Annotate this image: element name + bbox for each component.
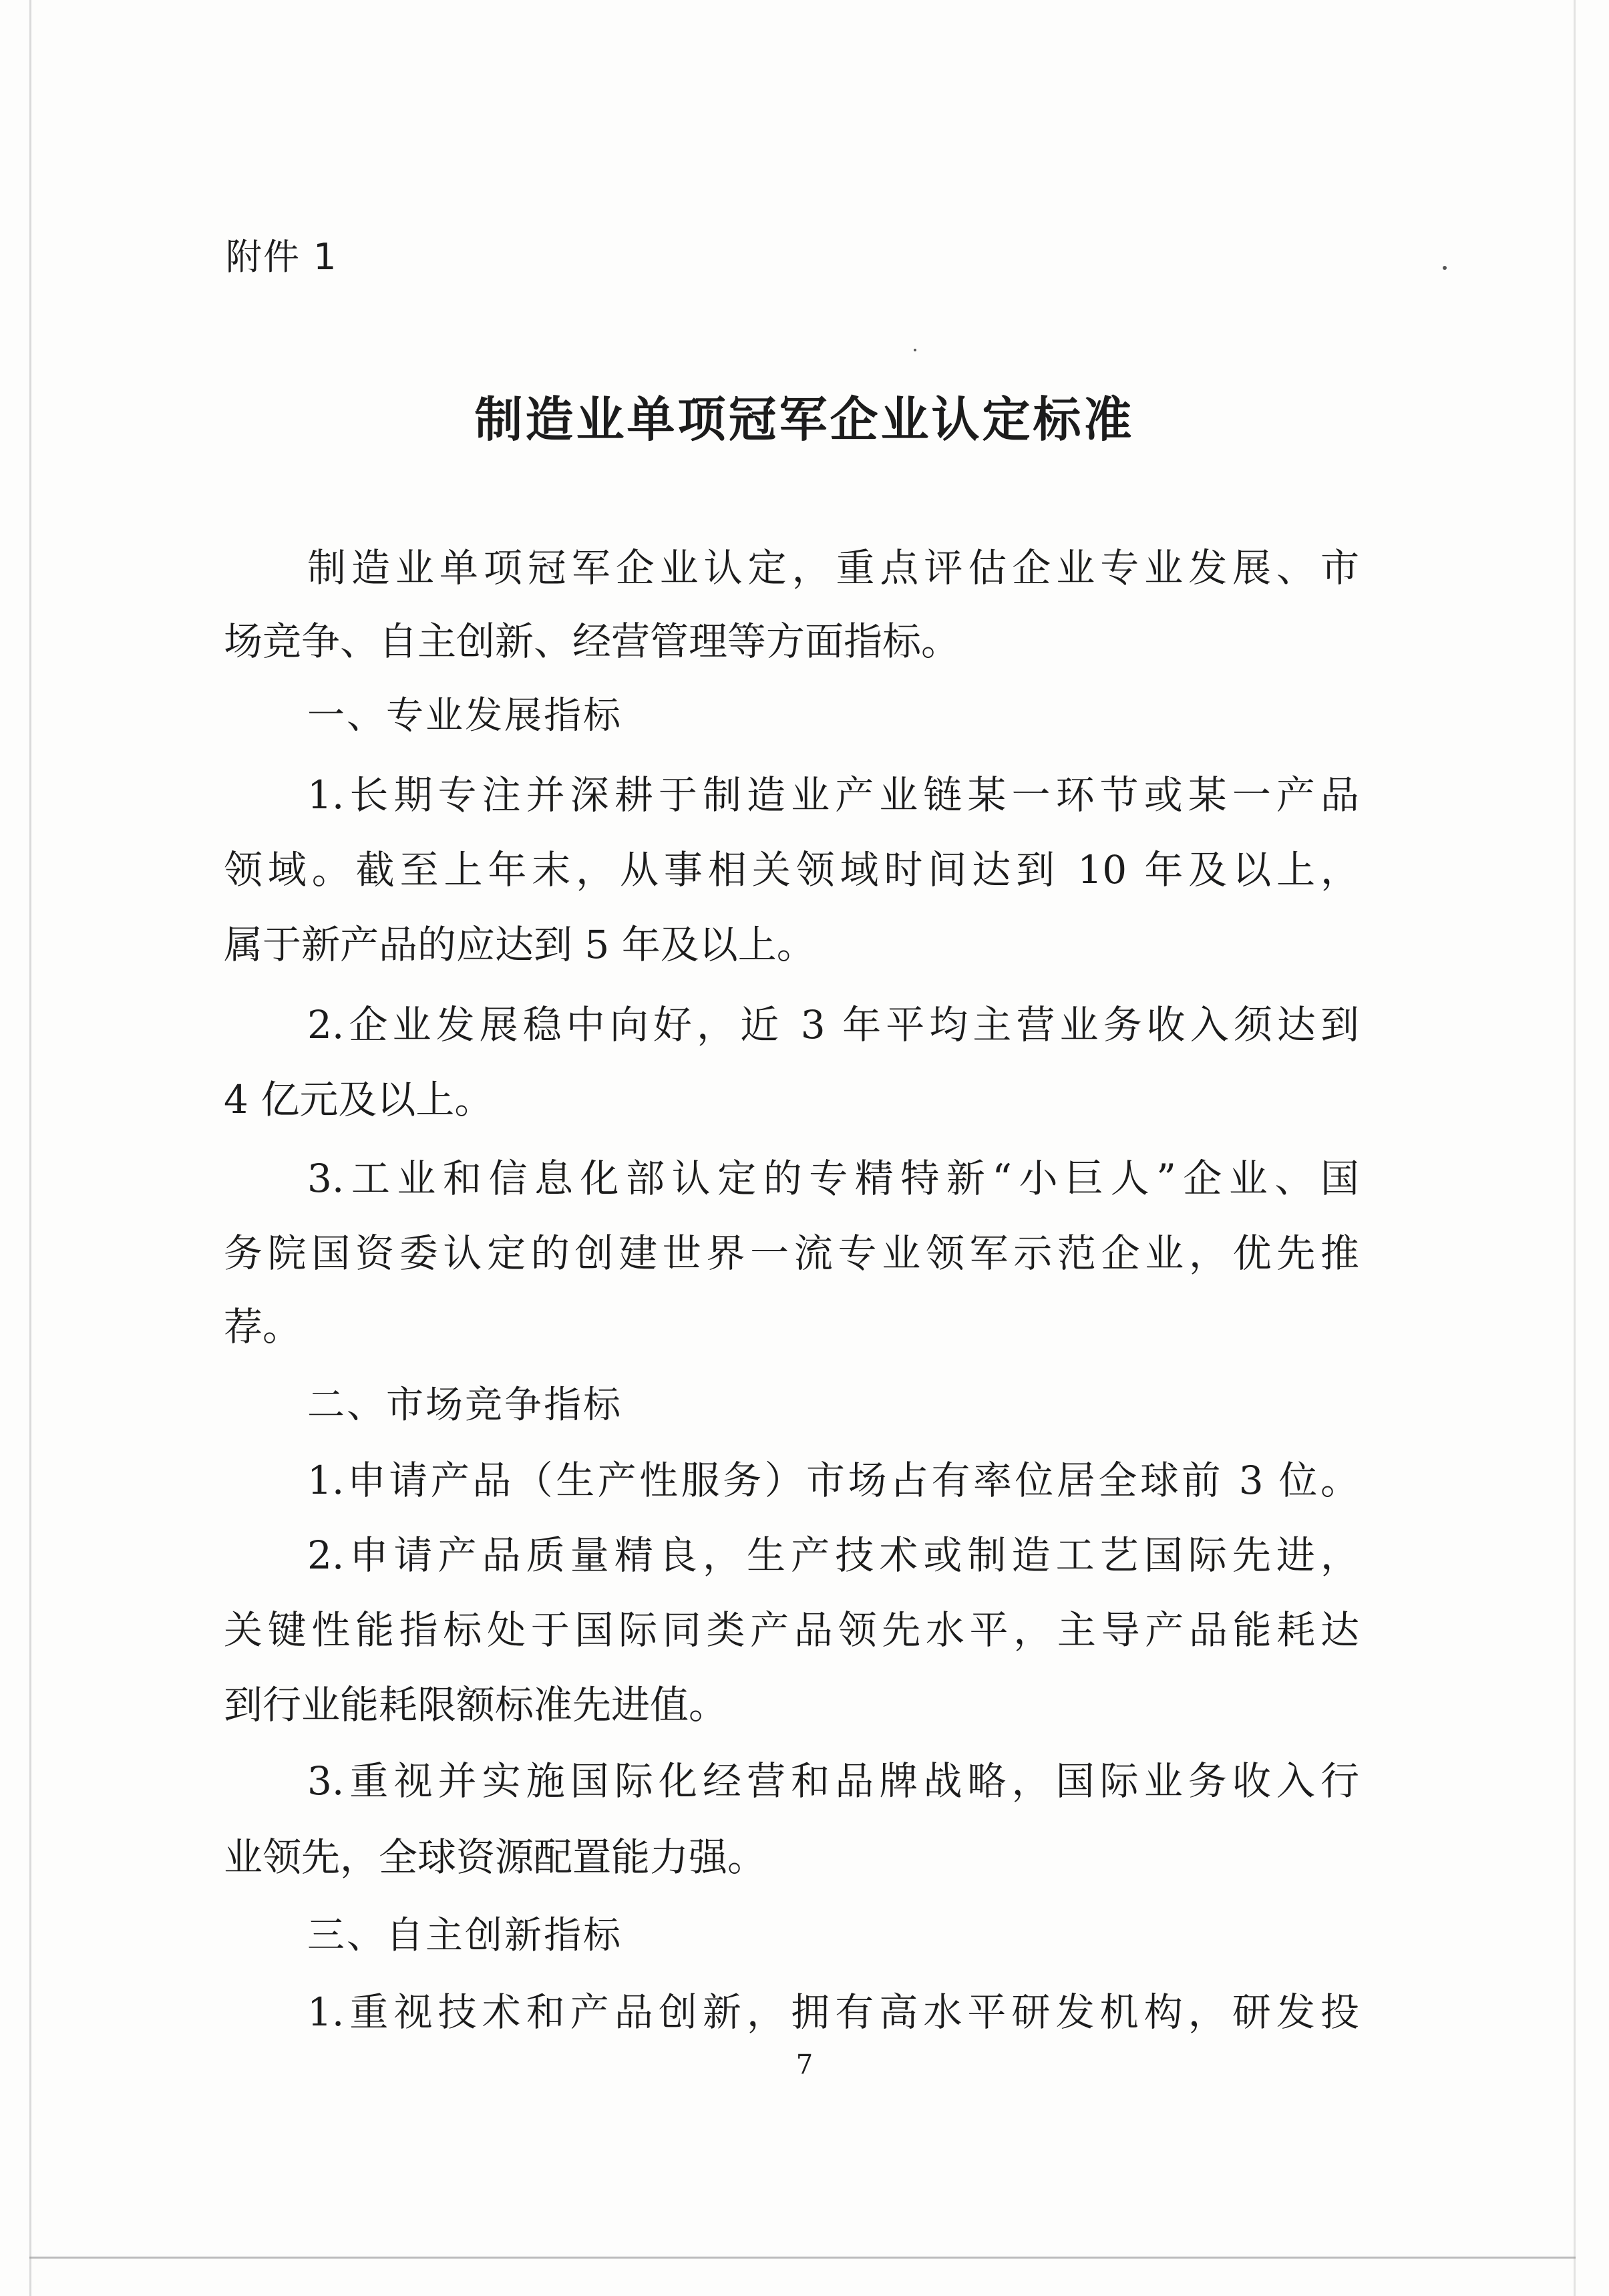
section-heading-market-competition: 二、市场竞争指标: [307, 1383, 622, 1427]
section2-item2-line3: 到行业能耗限额标准先进值。: [224, 1682, 728, 1728]
section-heading-professional-development: 一、专业发展指标: [307, 694, 622, 737]
section1-item2-line2: 4 亿元及以上。: [224, 1077, 494, 1122]
section1-item1-line3: 属于新产品的应达到 5 年及以上。: [224, 922, 816, 967]
scan-speck: [1443, 266, 1447, 270]
section2-item2-line2: 关键性能指标处于国际同类产品领先水平，主导产品能耗达: [224, 1607, 1359, 1653]
document-title: 制造业单项冠军企业认定标准: [474, 391, 1135, 448]
section-heading-independent-innovation: 三、自主创新指标: [307, 1914, 622, 1957]
scan-edge-bottom: [29, 2257, 1576, 2259]
section1-item1-line1: 1.长期专注并深耕于制造业产业链某一环节或某一产品: [307, 772, 1359, 818]
section3-item1-line1: 1.重视技术和产品创新，拥有高水平研发机构，研发投: [307, 1989, 1359, 2035]
section2-item1-line1: 1.申请产品（生产性服务）市场占有率位居全球前 3 位。: [307, 1458, 1359, 1503]
scan-edge-right: [1574, 0, 1576, 2296]
section2-item3-line1: 3.重视并实施国际化经营和品牌战略，国际业务收入行: [307, 1758, 1359, 1804]
section1-item3-line3: 荐。: [224, 1304, 302, 1349]
section1-item1-line2: 领域。截至上年末，从事相关领域时间达到 10 年及以上，: [224, 847, 1359, 892]
section1-item3-line1: 3.工业和信息化部认定的专精特新“小巨人”企业、国: [307, 1156, 1359, 1201]
scan-speck: [914, 349, 916, 351]
section1-item3-line2: 务院国资委认定的创建世界一流专业领军示范企业，优先推: [224, 1231, 1359, 1276]
intro-line-1: 制造业单项冠军企业认定，重点评估企业专业发展、市: [307, 545, 1359, 591]
intro-line-2: 场竞争、自主创新、经营管理等方面指标。: [224, 619, 960, 664]
section1-item2-line1: 2.企业发展稳中向好，近 3 年平均主营业务收入须达到: [307, 1002, 1359, 1047]
attachment-label: 附件 1: [226, 236, 338, 278]
scan-edge-left: [29, 0, 31, 2296]
page-number: 7: [795, 2049, 814, 2080]
section2-item2-line1: 2.申请产品质量精良，生产技术或制造工艺国际先进，: [307, 1532, 1359, 1578]
section2-item3-line2: 业领先，全球资源配置能力强。: [224, 1834, 767, 1880]
